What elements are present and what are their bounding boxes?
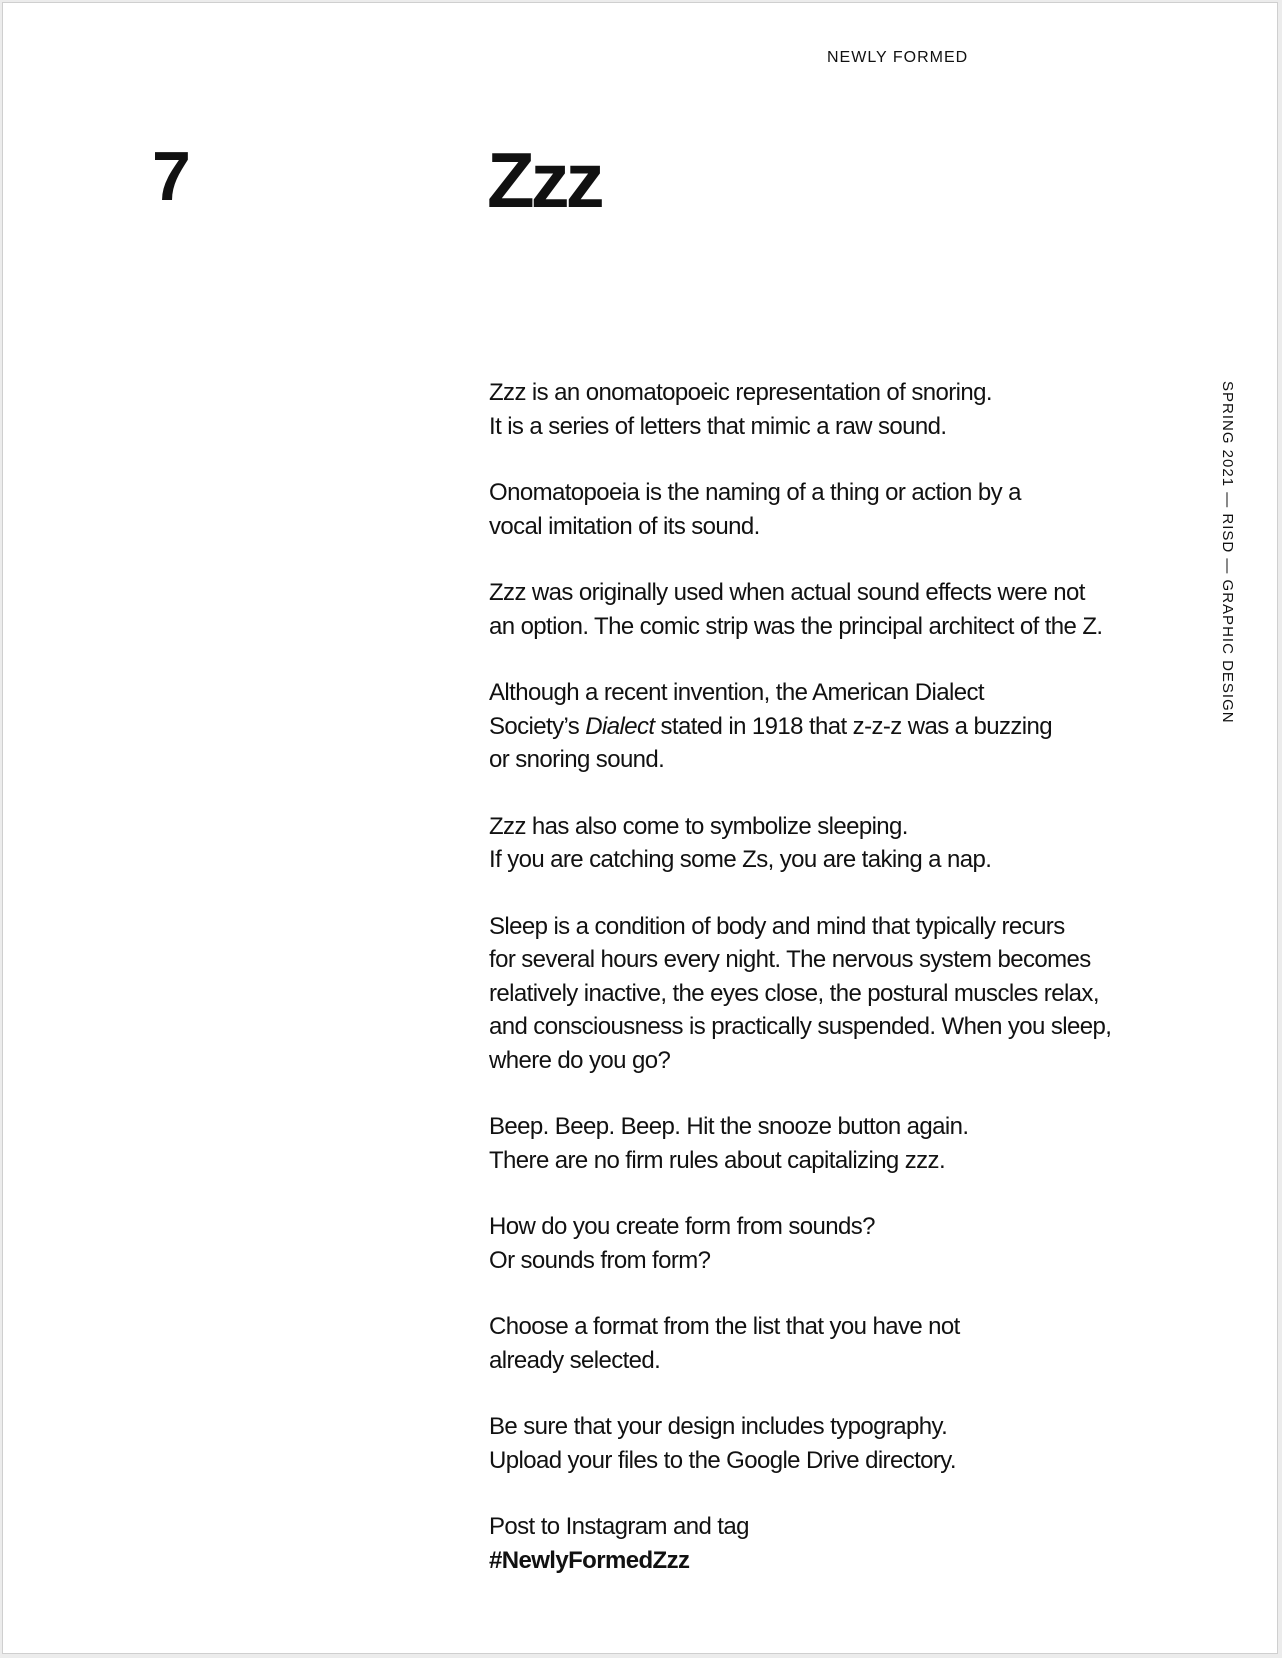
text-line: It is a series of letters that mimic a raw sound.: [489, 412, 947, 440]
paragraph-history: [489, 676, 1209, 777]
side-label: SPRING 2021 — RISD — GRAPHIC DESIGN: [1219, 381, 1236, 724]
text-line: Upload your files to the Google Drive directory.: [489, 1446, 956, 1474]
hashtag: #NewlyFormedZzz: [489, 1546, 690, 1574]
chapter-number: 7: [152, 137, 190, 215]
text-line: [489, 710, 1209, 744]
text-line: Sleep is a condition of body and mind that typically recurs: [489, 912, 1065, 940]
text-segment: stated in 1918 that z-z-z was a buzzing: [654, 712, 1053, 740]
running-head: NEWLY FORMED: [827, 49, 969, 66]
text-line: Zzz was originally used when actual sound effects were not: [489, 579, 1085, 606]
text-line: Or sounds from form?: [489, 1246, 711, 1274]
paragraph-origin: [489, 576, 1209, 643]
text-line: How do you create form from sounds?: [489, 1213, 875, 1240]
text-line: where do you go?: [489, 1046, 671, 1074]
paragraph-symbol: [489, 810, 1209, 877]
text-line: Although a recent invention, the American Dialect: [489, 679, 984, 706]
paragraph-onomatopoeia: [489, 476, 1209, 543]
paragraph-sleep: [489, 910, 1209, 1078]
text-line: Beep. Beep. Beep. Hit the snooze button again.: [489, 1113, 969, 1140]
text-line: already selected.: [489, 1346, 661, 1374]
paragraph-definition: [489, 376, 1209, 443]
paragraph-instagram: [489, 1510, 1209, 1577]
body-text: [489, 376, 1209, 1577]
text-line: Zzz has also come to symbolize sleeping.: [489, 812, 908, 840]
text-line: Zzz is an onomatopoeic representation of snoring.: [489, 379, 992, 406]
text-line: Onomatopoeia is the naming of a thing or action by a: [489, 479, 1021, 506]
document-page: [2, 2, 1278, 1654]
text-line: Be sure that your design includes typography.: [489, 1413, 948, 1440]
paragraph-snooze: [489, 1110, 1209, 1177]
text-line: vocal imitation of its sound.: [489, 512, 760, 540]
text-line: for several hours every night. The nervous system becomes: [489, 946, 1091, 973]
chapter-title: Zzz: [487, 136, 601, 224]
text-segment: Society’s: [489, 712, 586, 740]
text-line: or snoring sound.: [489, 746, 665, 773]
text-line: There are no firm rules about capitalizing zzz.: [489, 1146, 946, 1174]
text-line: Post to Instagram and tag: [489, 1513, 749, 1540]
paragraph-instructions: [489, 1410, 1209, 1477]
paragraph-format: [489, 1310, 1209, 1377]
paragraph-question: [489, 1210, 1209, 1277]
italic-title: Dialect: [585, 712, 655, 740]
text-line: and consciousness is practically suspended. When you sleep,: [489, 1013, 1112, 1040]
text-line: If you are catching some Zs, you are taking a nap.: [489, 846, 992, 873]
text-line: an option. The comic strip was the principal architect of the Z.: [489, 612, 1103, 640]
text-line: Choose a format from the list that you have not: [489, 1313, 960, 1340]
text-line: relatively inactive, the eyes close, the postural muscles relax,: [489, 979, 1099, 1007]
